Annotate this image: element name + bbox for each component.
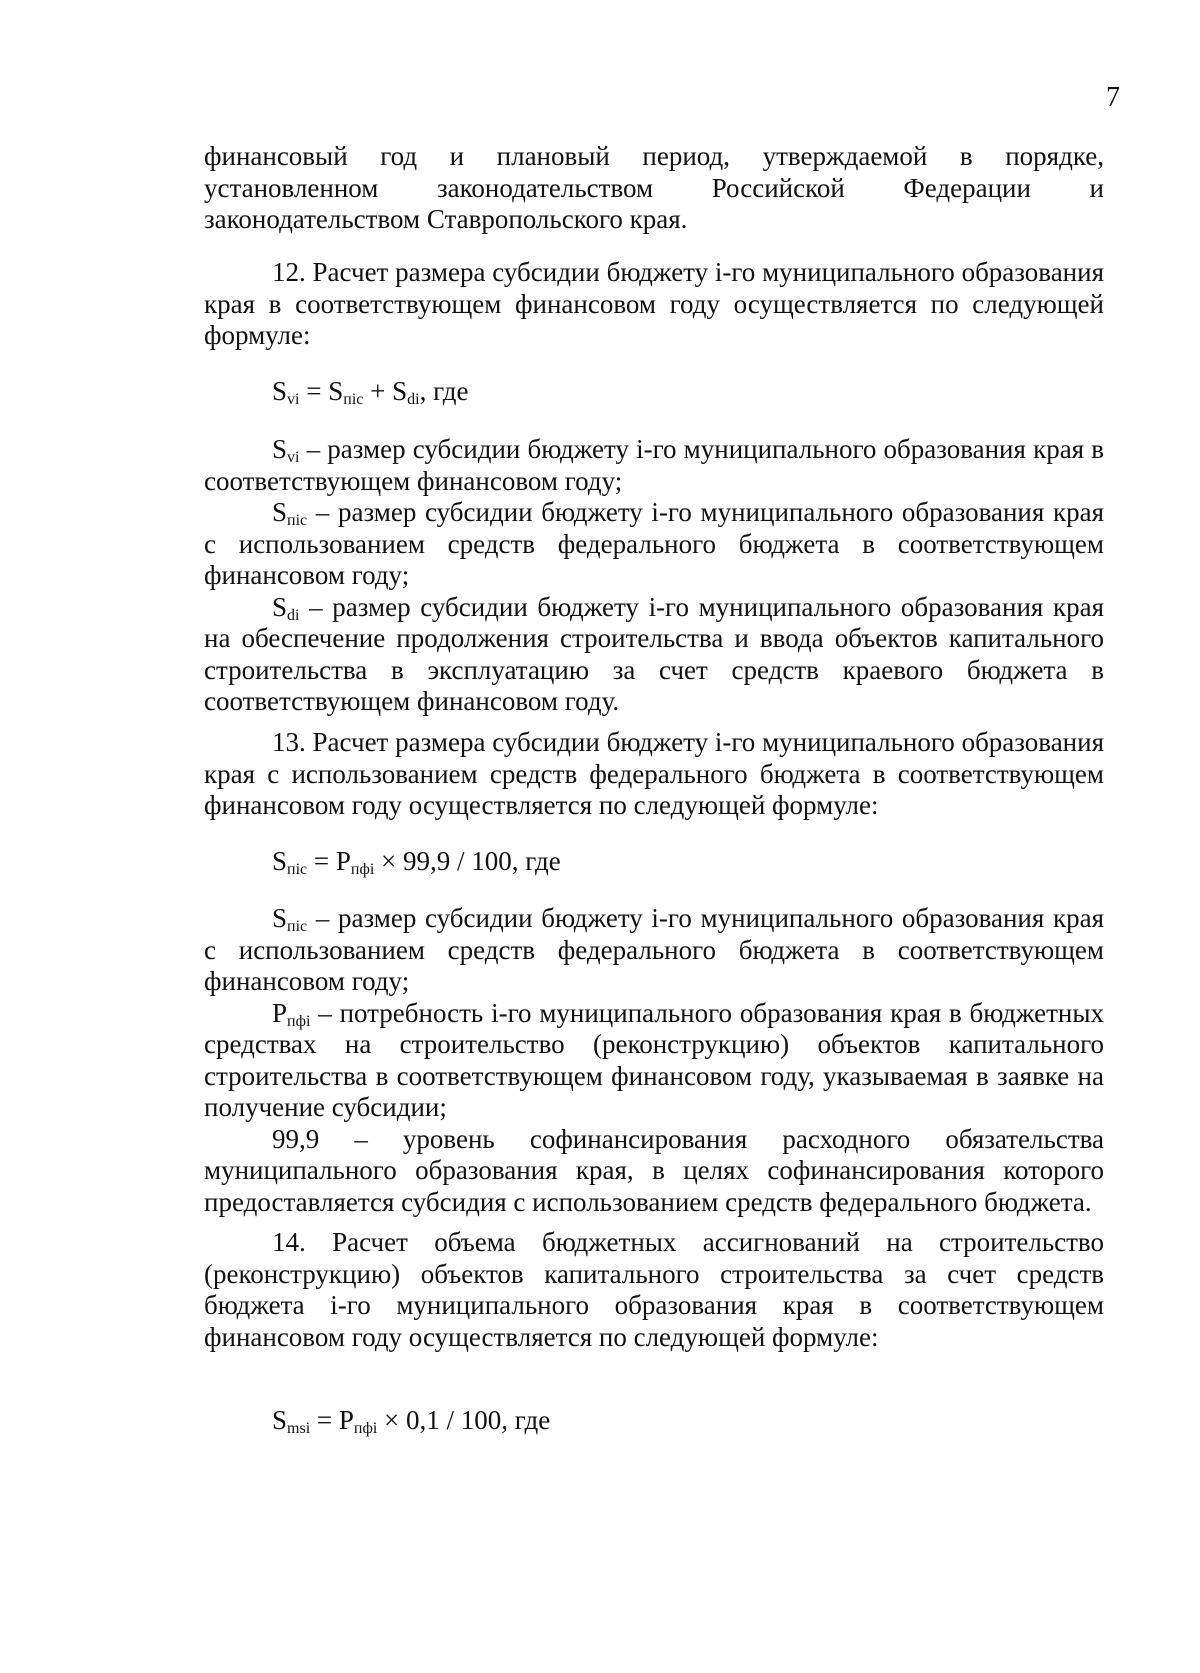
definition-spic [204, 903, 1104, 998]
formula-subscript: msi [287, 1420, 311, 1437]
definition-subscript: vi [287, 449, 300, 466]
definitions-block-2 [204, 903, 1104, 1218]
paragraph-continuation: финансовый год и плановый период, утверждаемой в порядке, установленном законодательством Российской Федерации и законодательством Ставропольского края. [204, 141, 1104, 234]
formula-operator: + [363, 376, 393, 406]
formula-subscript: vi [287, 391, 300, 408]
formula-symbol: S [272, 376, 288, 406]
formula-symbol: P [338, 1405, 354, 1435]
definitions-block-1 [204, 434, 1104, 718]
definition-text: – размер субсидии бюджету i-го муниципального образования края в соответствующем финансовом году; [204, 434, 1104, 496]
definition-subscript: пic [287, 512, 308, 529]
definition-subscript: di [287, 606, 300, 624]
definition-text: – потребность i-го муниципального образования края в бюджетных средствах на строительство (реконструкцию) объектов капитального строительства в соответствующем финансовом году, указываемая в заявке на получение субсидии; [204, 997, 1104, 1122]
formula-operator: = [310, 1405, 339, 1435]
definition-text: – размер субсидии бюджету i-го муниципального образования края на обеспечение продолжения строительства и ввода объектов капитального строительства в эксплуатацию за счет средств краевого бюджета в соответствующем финансовом году. [204, 591, 1104, 716]
formula-subscript: пic [287, 861, 308, 878]
formula-subscript: пфi [353, 1420, 378, 1437]
paragraph-14: 14. Расчет объема бюджетных ассигнований на строительство (реконструкцию) объектов капитального строительства за счет средств бюджета i-го муниципального образования края в соответствующем финансовом году осуществляется по следующей формуле: [204, 1227, 1104, 1352]
formula-operator: = [307, 846, 336, 876]
definition-svi [204, 434, 1104, 497]
definition-sdi [204, 592, 1104, 718]
formula-tail: × 0,1 / 100, где [377, 1405, 551, 1435]
definition-999: 99,9 – уровень софинансирования расходного обязательства муниципального образования края, в целях софинансирования которого предоставляется субсидия с использованием средств федерального бюджета. [204, 1123, 1104, 1217]
formula-symbol: S [328, 376, 344, 406]
definition-text: – размер субсидии бюджету i-го муниципального образования края с использованием средств федерального бюджета в соответствующем финансовом году; [204, 497, 1104, 590]
formula-spic [272, 845, 561, 877]
formula-subscript: пic [343, 391, 364, 408]
definition-subscript: пфi [287, 1012, 311, 1030]
formula-subscript: di [407, 391, 420, 408]
formula-operator: = [299, 376, 329, 406]
formula-subscript: пфi [350, 861, 375, 878]
definition-symbol: S [272, 434, 288, 464]
definition-spic [204, 497, 1104, 592]
definition-symbol: P [272, 997, 288, 1028]
definition-symbol: S [272, 591, 288, 622]
definition-text: – размер субсидии бюджету i-го муниципального образования края с использованием средств федерального бюджета в соответствующем финансовом году; [204, 903, 1104, 996]
formula-symbol: S [392, 376, 408, 406]
formula-symbol: P [335, 846, 351, 876]
paragraph-12: 12. Расчет размера субсидии бюджету i-го муниципального образования края в соответствующем финансовом году осуществляется по следующей формуле: [204, 257, 1104, 350]
formula-svi [272, 375, 469, 407]
formula-smsi [272, 1404, 550, 1436]
page-number: 7 [1106, 82, 1120, 113]
formula-symbol: S [272, 1405, 288, 1435]
formula-tail: × 99,9 / 100, где [374, 846, 561, 876]
formula-tail: , где [419, 376, 469, 406]
definition-symbol: S [272, 903, 288, 933]
definition-ppfi [204, 998, 1104, 1124]
definition-subscript: пic [287, 918, 308, 935]
paragraph-13: 13. Расчет размера субсидии бюджету i-го муниципального образования края с использованием средств федерального бюджета в соответствующем финансовом году осуществляется по следующей формуле: [204, 727, 1104, 820]
formula-symbol: S [272, 846, 288, 876]
definition-symbol: S [272, 497, 288, 527]
